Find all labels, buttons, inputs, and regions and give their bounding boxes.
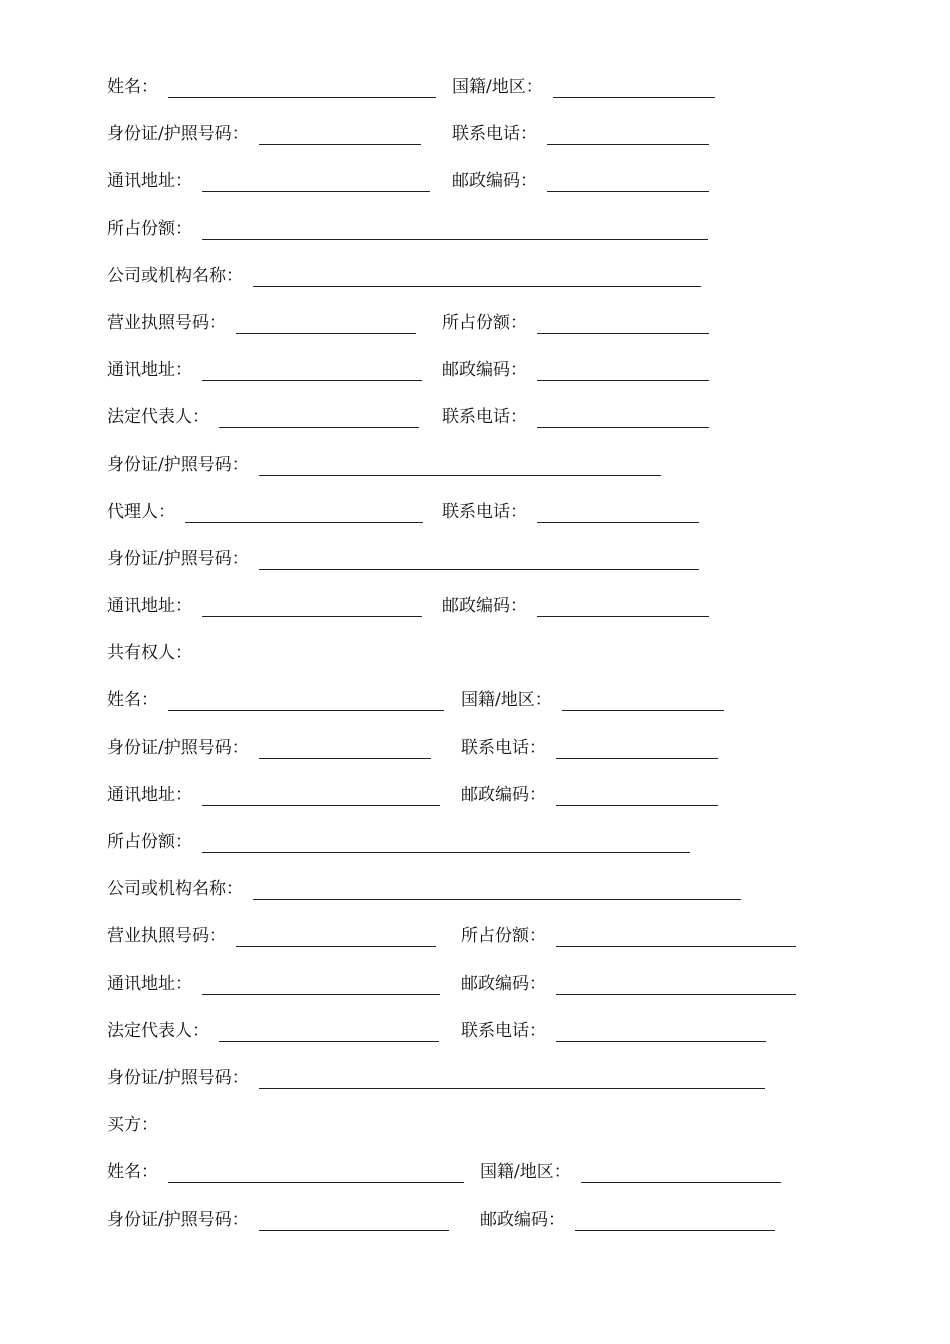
form-field: [452, 170, 709, 192]
field-label: 国籍/地区: [461, 690, 535, 711]
form-row: [107, 870, 827, 917]
field-label: 通讯地址: [107, 596, 175, 617]
form-field: [442, 406, 709, 428]
form-field: [461, 784, 718, 806]
field-colon: ：: [231, 454, 249, 475]
form-row: [107, 493, 827, 540]
field-label: 通讯地址: [107, 973, 175, 994]
form-row: [107, 398, 827, 445]
form-field: [107, 548, 699, 570]
field-colon: ：: [226, 879, 243, 900]
field-label: 身份证/护照号码: [107, 737, 232, 758]
field-colon: ：: [141, 77, 158, 97]
form-row: [107, 634, 827, 681]
field-colon: ：: [231, 548, 249, 569]
field-label: 身份证/护照号码: [107, 1209, 232, 1230]
field-colon: ：: [510, 360, 527, 381]
field-label: 法定代表人: [107, 407, 192, 428]
field-colon: ：: [175, 832, 192, 852]
form-field: [461, 925, 796, 947]
field-label: 营业执照号码: [107, 312, 209, 333]
fill-in-blank-line[interactable]: [537, 409, 709, 428]
form-row: [107, 257, 827, 304]
form-field: [480, 1161, 781, 1183]
field-colon: ：: [192, 1020, 209, 1041]
fill-in-blank-line[interactable]: [556, 1023, 766, 1042]
form-field: [107, 218, 708, 240]
field-label: 姓名: [107, 1162, 141, 1183]
form-field: [461, 1020, 766, 1042]
form-row: [107, 1059, 827, 1106]
field-label: 邮政编码: [442, 360, 510, 381]
field-colon: ：: [529, 1020, 546, 1041]
form-field: [107, 1020, 439, 1042]
form-row: [107, 540, 827, 587]
fill-in-blank-line[interactable]: [259, 126, 421, 145]
field-label: 公司或机构名称: [107, 265, 226, 286]
fill-in-blank-line[interactable]: [537, 598, 709, 617]
field-colon: ：: [510, 501, 527, 522]
form-field: [107, 878, 741, 900]
fill-in-blank-line[interactable]: [236, 928, 436, 947]
field-label: 代理人: [107, 501, 158, 522]
field-label: 姓名: [107, 77, 141, 97]
field-colon: ：: [175, 171, 192, 192]
form-field: [107, 1209, 449, 1231]
field-colon: ：: [548, 1209, 565, 1230]
field-colon: ：: [175, 784, 192, 805]
form-row: [107, 1012, 827, 1059]
form-field: [452, 76, 715, 98]
field-label: 身份证/护照号码: [107, 548, 232, 569]
field-colon: ：: [209, 312, 226, 333]
field-label: 所占份额: [461, 926, 529, 947]
field-colon: ：: [529, 737, 546, 758]
form-row: [107, 68, 827, 115]
form-row: [107, 681, 827, 728]
fill-in-blank-line[interactable]: [259, 1070, 765, 1089]
field-colon: ：: [529, 926, 546, 947]
field-colon: ：: [231, 737, 249, 758]
field-label: 联系电话: [452, 124, 520, 145]
fill-in-blank-line[interactable]: [575, 1212, 775, 1231]
field-label: 联系电话: [461, 737, 529, 758]
form-field: [107, 689, 444, 711]
form-field: [107, 595, 422, 617]
fill-in-blank-line[interactable]: [562, 692, 724, 711]
field-label: 联系电话: [442, 407, 510, 428]
section-heading: 共有权人：: [107, 643, 192, 664]
fill-in-blank-line[interactable]: [547, 126, 709, 145]
fill-in-blank-line[interactable]: [259, 1212, 449, 1231]
fill-in-blank-line[interactable]: [202, 787, 440, 806]
form-field: [107, 784, 440, 806]
field-colon: ：: [525, 77, 543, 97]
field-colon: ：: [231, 124, 249, 145]
fill-in-blank-line[interactable]: [537, 504, 699, 523]
fill-in-blank-line[interactable]: [259, 457, 661, 476]
form-row: [107, 917, 827, 964]
field-label: 营业执照号码: [107, 926, 209, 947]
field-colon: ：: [175, 973, 192, 994]
form-field: [107, 406, 419, 428]
field-colon: ：: [192, 407, 209, 428]
field-label: 邮政编码: [452, 171, 520, 192]
form-field: [442, 501, 699, 523]
form-row: [107, 587, 827, 634]
form-field: [107, 1161, 464, 1183]
form-field: [442, 595, 709, 617]
form-field: [107, 973, 440, 995]
field-label: 所占份额: [107, 832, 175, 852]
form-field: [107, 1067, 765, 1089]
field-label: 联系电话: [442, 501, 510, 522]
fill-in-blank-line[interactable]: [219, 409, 419, 428]
form-row: [107, 210, 827, 257]
field-colon: ：: [226, 265, 243, 286]
fill-in-blank-line[interactable]: [259, 551, 699, 570]
field-label: 姓名: [107, 690, 141, 711]
fill-in-blank-line[interactable]: [556, 740, 718, 759]
fill-in-blank-line[interactable]: [168, 1164, 464, 1183]
field-colon: ：: [553, 1162, 571, 1183]
field-label: 联系电话: [461, 1020, 529, 1041]
fill-in-blank-line[interactable]: [253, 881, 741, 900]
form-field: [107, 831, 690, 853]
form-row: [107, 1201, 827, 1248]
fill-in-blank-line[interactable]: [202, 221, 708, 240]
form-row: [107, 162, 827, 209]
form-row: [107, 115, 827, 162]
fill-in-blank-line[interactable]: [202, 976, 440, 995]
field-label: 身份证/护照号码: [107, 124, 232, 145]
field-colon: ：: [158, 501, 175, 522]
form-field: [107, 501, 423, 523]
form-field: [480, 1209, 775, 1231]
form-field: [107, 123, 421, 145]
form-field: [461, 737, 718, 759]
form-row: [107, 729, 827, 776]
field-colon: ：: [209, 926, 226, 947]
form-row: [107, 351, 827, 398]
field-colon: ：: [175, 596, 192, 617]
form-field: [452, 123, 709, 145]
form-field: [107, 925, 436, 947]
form-row: [107, 965, 827, 1012]
field-label: 所占份额: [442, 312, 510, 333]
field-colon: ：: [231, 1067, 249, 1088]
form-row: [107, 304, 827, 351]
field-colon: ：: [141, 1162, 158, 1183]
field-colon: ：: [534, 690, 552, 711]
fill-in-blank-line[interactable]: [185, 504, 423, 523]
registration-form: [107, 68, 827, 1248]
fill-in-blank-line[interactable]: [202, 598, 422, 617]
field-label: 身份证/护照号码: [107, 454, 232, 475]
field-colon: ：: [141, 690, 158, 711]
field-colon: ：: [529, 784, 546, 805]
section-heading: 买方：: [107, 1115, 158, 1136]
field-label: 公司或机构名称: [107, 879, 226, 900]
form-field: [442, 359, 709, 381]
fill-in-blank-line[interactable]: [259, 740, 431, 759]
form-field: [107, 737, 431, 759]
form-field: [461, 973, 796, 995]
field-colon: ：: [231, 1209, 249, 1230]
fill-in-blank-line[interactable]: [556, 928, 796, 947]
form-row: [107, 1106, 827, 1153]
field-label: 通讯地址: [107, 360, 175, 381]
fill-in-blank-line[interactable]: [537, 362, 709, 381]
field-label: 通讯地址: [107, 171, 175, 192]
fill-in-blank-line[interactable]: [168, 79, 436, 98]
field-label: 法定代表人: [107, 1020, 192, 1041]
fill-in-blank-line[interactable]: [168, 692, 444, 711]
field-colon: ：: [175, 218, 192, 239]
field-colon: ：: [510, 312, 527, 333]
field-colon: ：: [510, 407, 527, 428]
fill-in-blank-line[interactable]: [202, 834, 690, 853]
field-label: 邮政编码: [461, 973, 529, 994]
form-field: [107, 312, 416, 334]
field-label: 国籍/地区: [452, 77, 526, 97]
field-label: 通讯地址: [107, 784, 175, 805]
fill-in-blank-line[interactable]: [253, 268, 701, 287]
field-label: 邮政编码: [480, 1209, 548, 1230]
field-label: 邮政编码: [461, 784, 529, 805]
form-field: [107, 265, 701, 287]
form-row: [107, 1153, 827, 1200]
field-colon: ：: [520, 124, 537, 145]
form-field: [107, 454, 661, 476]
form-field: [107, 170, 430, 192]
fill-in-blank-line[interactable]: [219, 1023, 439, 1042]
field-colon: ：: [175, 360, 192, 381]
form-row: [107, 823, 827, 870]
field-label: 身份证/护照号码: [107, 1067, 232, 1088]
fill-in-blank-line[interactable]: [537, 315, 709, 334]
form-field: [107, 76, 436, 98]
fill-in-blank-line[interactable]: [556, 976, 796, 995]
fill-in-blank-line[interactable]: [547, 173, 709, 192]
fill-in-blank-line[interactable]: [202, 173, 430, 192]
form-row: [107, 776, 827, 823]
field-colon: ：: [510, 596, 527, 617]
fill-in-blank-line[interactable]: [202, 362, 422, 381]
form-field: [461, 689, 724, 711]
field-colon: ：: [520, 171, 537, 192]
form-row: [107, 446, 827, 493]
field-label: 所占份额: [107, 218, 175, 239]
form-field: [442, 312, 709, 334]
fill-in-blank-line[interactable]: [581, 1164, 781, 1183]
fill-in-blank-line[interactable]: [236, 315, 416, 334]
field-label: 邮政编码: [442, 596, 510, 617]
field-colon: ：: [529, 973, 546, 994]
fill-in-blank-line[interactable]: [553, 79, 715, 98]
form-field: [107, 359, 422, 381]
fill-in-blank-line[interactable]: [556, 787, 718, 806]
field-label: 国籍/地区: [480, 1162, 554, 1183]
